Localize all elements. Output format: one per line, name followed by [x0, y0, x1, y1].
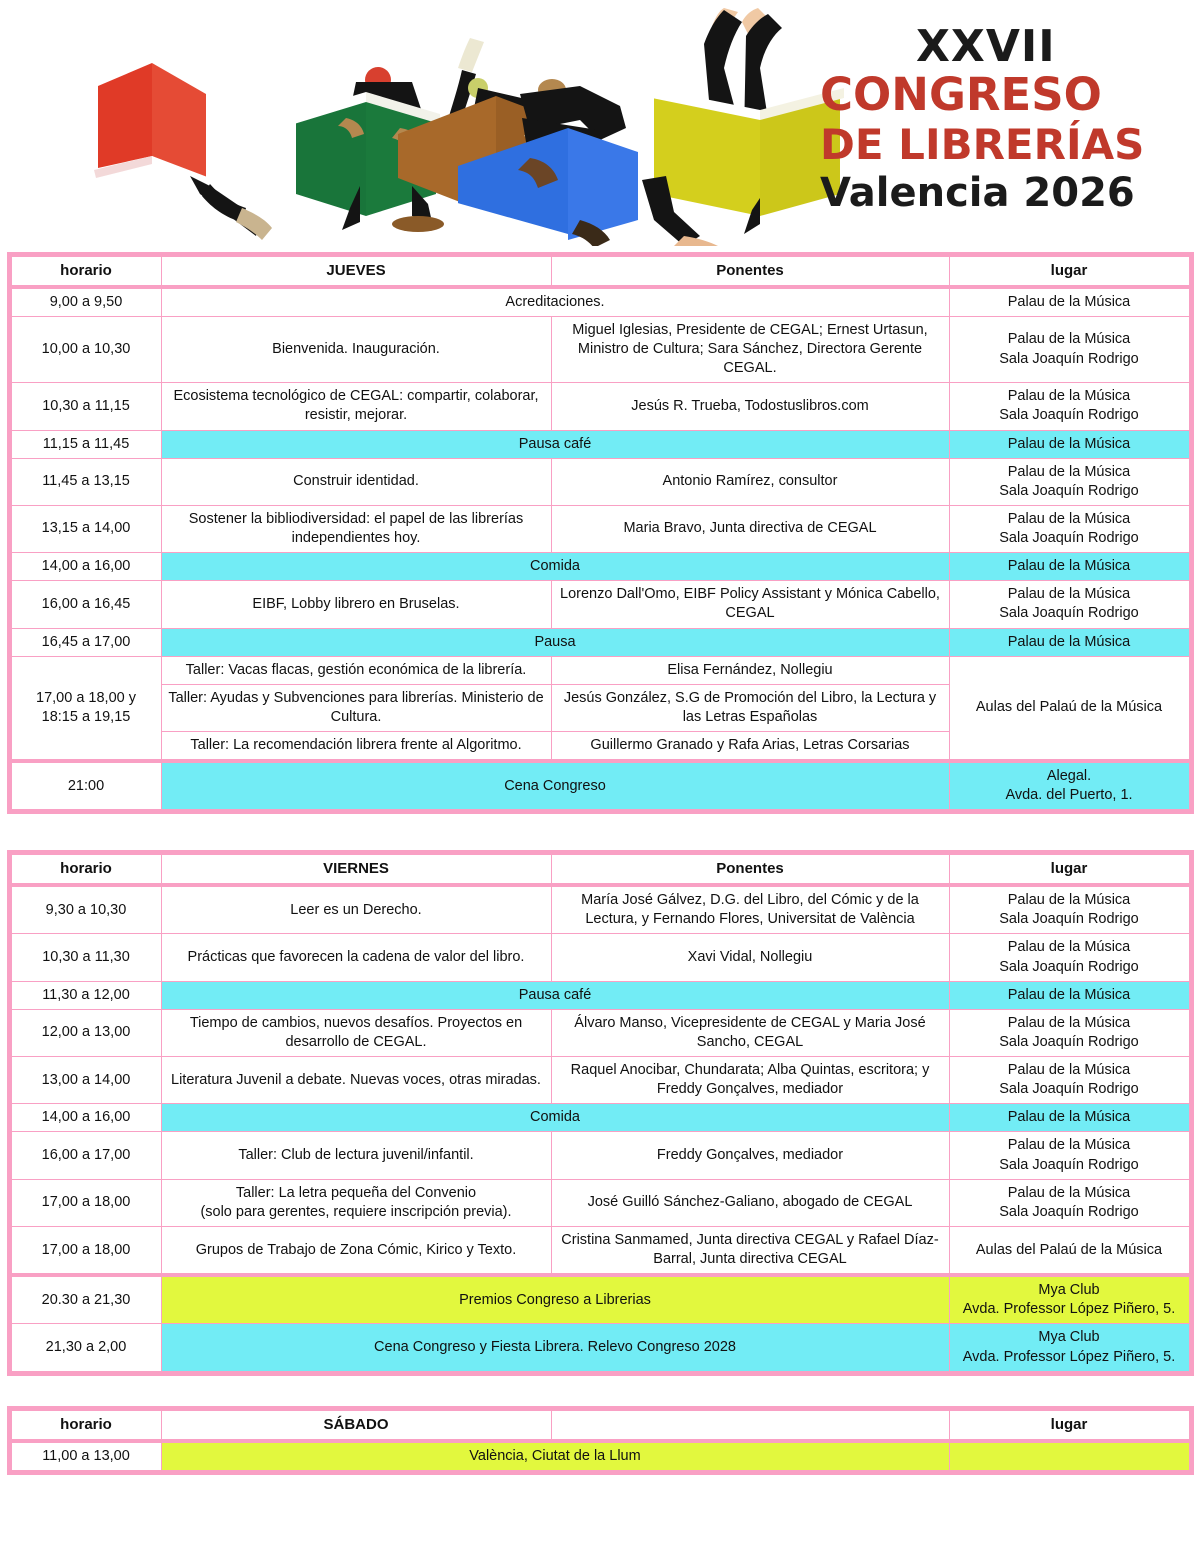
cell-sesion: Taller: La recomendación librera frente al Algoritmo.: [161, 732, 551, 762]
cell-ponentes: Jesús González, S.G de Promoción del Libro, la Lectura y las Letras Españolas: [551, 684, 949, 731]
cell-horario: 20.30 a 21,30: [9, 1275, 161, 1324]
cell-horario: 21,30 a 2,00: [9, 1324, 161, 1373]
cell-horario: 11,45 a 13,15: [9, 458, 161, 505]
cell-lugar: Palau de la Música Sala Joaquín Rodrigo: [949, 581, 1191, 628]
table-row: [9, 287, 1191, 317]
cell-ponentes: Raquel Anocibar, Chundarata; Alba Quintas, escritora; y Freddy Gonçalves, mediador: [551, 1057, 949, 1104]
table-spacer: [0, 1376, 1200, 1406]
cell-horario: 9,30 a 10,30: [9, 885, 161, 934]
table-row-break: [9, 1104, 1191, 1132]
table-row: [9, 316, 1191, 382]
cell-lugar: Palau de la Música Sala Joaquín Rodrigo: [949, 1179, 1191, 1226]
cell-ponentes: María José Gálvez, D.G. del Libro, del Cómic y de la Lectura, y Fernando Flores, Universitat de València: [551, 885, 949, 934]
cell-horario: 16,00 a 16,45: [9, 581, 161, 628]
col-header-ponentes: Ponentes: [551, 255, 949, 287]
table-row: [9, 383, 1191, 430]
cell-ponentes: Miguel Iglesias, Presidente de CEGAL; Ernest Urtasun, Ministro de Cultura; Sara Sánchez, Directora Gerente CEGAL.: [551, 316, 949, 382]
cell-lugar: Palau de la Música Sala Joaquín Rodrigo: [949, 316, 1191, 382]
cell-horario: 12,00 a 13,00: [9, 1009, 161, 1056]
schedule-table-sabado: [7, 1406, 1194, 1475]
red-book-figure: [94, 63, 272, 240]
cell-sesion: Leer es un Derecho.: [161, 885, 551, 934]
cell-sesion: Taller: Ayudas y Subvenciones para librerías. Ministerio de Cultura.: [161, 684, 551, 731]
cell-lugar: Palau de la Música Sala Joaquín Rodrigo: [949, 885, 1191, 934]
table-spacer: [0, 814, 1200, 850]
col-header-lugar: lugar: [949, 255, 1191, 287]
cell-sesion: Literatura Juvenil a debate. Nuevas voces, otras miradas.: [161, 1057, 551, 1104]
cell-horario: 21:00: [9, 761, 161, 812]
cell-ponentes: Jesús R. Trueba, Todostuslibros.com: [551, 383, 949, 430]
table-row: [9, 1179, 1191, 1226]
cell-lugar: Palau de la Música: [949, 287, 1191, 317]
cell-lugar: [949, 1441, 1191, 1473]
table-row: [9, 1226, 1191, 1275]
cell-sesion: EIBF, Lobby librero en Bruselas.: [161, 581, 551, 628]
cell-lugar: Palau de la Música Sala Joaquín Rodrigo: [949, 934, 1191, 981]
cell-ponentes: Maria Bravo, Junta directiva de CEGAL: [551, 505, 949, 552]
cell-sesion: Comida: [161, 553, 949, 581]
cell-lugar: Palau de la Música Sala Joaquín Rodrigo: [949, 458, 1191, 505]
cell-horario: 10,30 a 11,15: [9, 383, 161, 430]
cell-ponentes: Antonio Ramírez, consultor: [551, 458, 949, 505]
cell-sesion: Comida: [161, 1104, 949, 1132]
cell-horario: 10,00 a 10,30: [9, 316, 161, 382]
col-header-lugar: lugar: [949, 1408, 1191, 1440]
cell-lugar: Palau de la Música Sala Joaquín Rodrigo: [949, 1132, 1191, 1179]
cell-lugar: Palau de la Música: [949, 430, 1191, 458]
wordmark-roman-numeral: XXVII: [916, 21, 1056, 72]
cell-sesion: Grupos de Trabajo de Zona Cómic, Kirico y Texto.: [161, 1226, 551, 1275]
table-header-row: [9, 255, 1191, 287]
wordmark-congreso: CONGRESO: [820, 68, 1102, 122]
cell-horario: 17,00 a 18,00 y 18:15 a 19,15: [9, 656, 161, 761]
cell-sesion: Sostener la bibliodiversidad: el papel de las librerías independientes hoy.: [161, 505, 551, 552]
cell-horario: 11,15 a 11,45: [9, 430, 161, 458]
cell-lugar: Palau de la Música: [949, 628, 1191, 656]
cell-horario: 14,00 a 16,00: [9, 553, 161, 581]
col-header-horario: horario: [9, 255, 161, 287]
cell-sesion: Ecosistema tecnológico de CEGAL: compartir, colaborar, resistir, mejorar.: [161, 383, 551, 430]
table-row-workshop: [9, 656, 1191, 684]
cell-lugar: Mya Club Avda. Professor López Piñero, 5.: [949, 1275, 1191, 1324]
cell-lugar: Mya Club Avda. Professor López Piñero, 5.: [949, 1324, 1191, 1373]
cell-lugar: Aulas del Palaú de la Música: [949, 656, 1191, 761]
cell-lugar: Palau de la Música Sala Joaquín Rodrigo: [949, 1057, 1191, 1104]
table-row-dinner: [9, 1324, 1191, 1373]
col-header-day: SÁBADO: [161, 1408, 551, 1440]
col-header-horario: horario: [9, 1408, 161, 1440]
table-row: [9, 458, 1191, 505]
wordmark-de-librerias: DE LIBRERÍAS: [820, 119, 1145, 169]
table-row-activity: [9, 1441, 1191, 1473]
cell-horario: 10,30 a 11,30: [9, 934, 161, 981]
cell-lugar: Palau de la Música Sala Joaquín Rodrigo: [949, 1009, 1191, 1056]
col-header-day: JUEVES: [161, 255, 551, 287]
table-row-awards: [9, 1275, 1191, 1324]
cell-horario: 13,15 a 14,00: [9, 505, 161, 552]
cell-horario: 16,00 a 17,00: [9, 1132, 161, 1179]
cell-sesion: Bienvenida. Inauguración.: [161, 316, 551, 382]
cell-sesion: Acreditaciones.: [161, 287, 949, 317]
table-row: [9, 885, 1191, 934]
congress-wordmark: [820, 21, 1180, 216]
table-row: [9, 1057, 1191, 1104]
col-header-ponentes: Ponentes: [551, 853, 949, 885]
cell-ponentes: Elisa Fernández, Nollegiu: [551, 656, 949, 684]
cell-ponentes: José Guilló Sánchez-Galiano, abogado de CEGAL: [551, 1179, 949, 1226]
cell-horario: 16,45 a 17,00: [9, 628, 161, 656]
col-header-lugar: lugar: [949, 853, 1191, 885]
table-header-row: [9, 853, 1191, 885]
cell-sesion: Prácticas que favorecen la cadena de valor del libro.: [161, 934, 551, 981]
cell-horario: 17,00 a 18,00: [9, 1226, 161, 1275]
table-row-break: [9, 553, 1191, 581]
wordmark-valencia-2026: Valencia 2026: [820, 169, 1135, 216]
col-header-empty: [551, 1408, 949, 1440]
cell-horario: 11,30 a 12,00: [9, 981, 161, 1009]
cell-lugar: Palau de la Música Sala Joaquín Rodrigo: [949, 383, 1191, 430]
cell-ponentes: Lorenzo Dall'Omo, EIBF Policy Assistant y Mónica Cabello, CEGAL: [551, 581, 949, 628]
table-row-break: [9, 981, 1191, 1009]
cell-sesion: Cena Congreso: [161, 761, 949, 812]
cell-ponentes: Guillermo Granado y Rafa Arias, Letras Corsarias: [551, 732, 949, 762]
cell-ponentes: Cristina Sanmamed, Junta directiva CEGAL y Rafael Díaz-Barral, Junta directiva CEGAL: [551, 1226, 949, 1275]
col-header-day: VIERNES: [161, 853, 551, 885]
cell-sesion: Taller: Vacas flacas, gestión económica de la librería.: [161, 656, 551, 684]
cell-lugar: Alegal. Avda. del Puerto, 1.: [949, 761, 1191, 812]
cell-lugar: Palau de la Música: [949, 981, 1191, 1009]
cell-sesion: València, Ciutat de la Llum: [161, 1441, 949, 1473]
table-row: [9, 581, 1191, 628]
cell-horario: 13,00 a 14,00: [9, 1057, 161, 1104]
cell-horario: 11,00 a 13,00: [9, 1441, 161, 1473]
table-header-row: [9, 1408, 1191, 1440]
table-row-break: [9, 628, 1191, 656]
table-row-break: [9, 430, 1191, 458]
cell-sesion: Taller: Club de lectura juvenil/infantil.: [161, 1132, 551, 1179]
cell-ponentes: Álvaro Manso, Vicepresidente de CEGAL y Maria José Sancho, CEGAL: [551, 1009, 949, 1056]
cell-lugar: Palau de la Música Sala Joaquín Rodrigo: [949, 505, 1191, 552]
col-header-horario: horario: [9, 853, 161, 885]
cell-lugar: Palau de la Música: [949, 553, 1191, 581]
table-row-dinner: [9, 761, 1191, 812]
schedule-table-jueves: [7, 252, 1194, 814]
cell-horario: 9,00 a 9,50: [9, 287, 161, 317]
cell-ponentes: Freddy Gonçalves, mediador: [551, 1132, 949, 1179]
cell-sesion: Pausa café: [161, 430, 949, 458]
cell-ponentes: Xavi Vidal, Nollegiu: [551, 934, 949, 981]
cell-sesion: Taller: La letra pequeña del Convenio (solo para gerentes, requiere inscripción previa).: [161, 1179, 551, 1226]
cell-horario: 17,00 a 18,00: [9, 1179, 161, 1226]
table-row: [9, 505, 1191, 552]
people-reading-books-illustration: [60, 8, 860, 246]
cell-horario: 14,00 a 16,00: [9, 1104, 161, 1132]
table-row: [9, 1009, 1191, 1056]
table-row: [9, 1132, 1191, 1179]
yellow-book-figure: [642, 8, 844, 246]
schedule-table-viernes: [7, 850, 1194, 1375]
cell-lugar: Aulas del Palaú de la Música: [949, 1226, 1191, 1275]
cell-sesion: Pausa café: [161, 981, 949, 1009]
congress-header: [0, 0, 1200, 252]
cell-sesion: Tiempo de cambios, nuevos desafíos. Proyectos en desarrollo de CEGAL.: [161, 1009, 551, 1056]
table-row: [9, 934, 1191, 981]
cell-lugar: Palau de la Música: [949, 1104, 1191, 1132]
cell-sesion: Construir identidad.: [161, 458, 551, 505]
cell-sesion: Pausa: [161, 628, 949, 656]
cell-sesion: Premios Congreso a Librerias: [161, 1275, 949, 1324]
cell-sesion: Cena Congreso y Fiesta Librera. Relevo Congreso 2028: [161, 1324, 949, 1373]
